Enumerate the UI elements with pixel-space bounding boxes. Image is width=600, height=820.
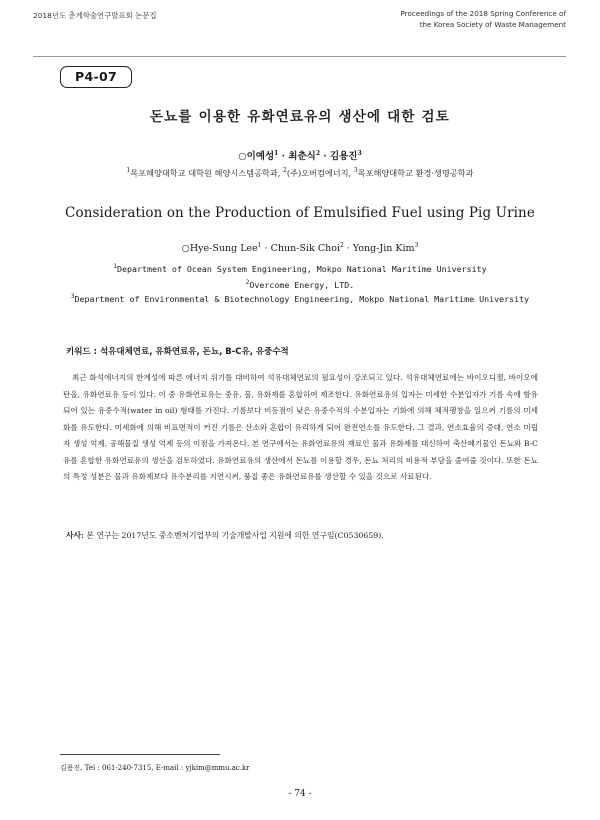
abstract-body: 최근 화석에너지의 한계성에 따른 에너지 위기를 대비하여 석유대체연료의 필요성이 강조되고 있다. 석유대체연료에는 바이오디젤, 바이오에탄올, 유화연료유 등이 있다. 이 중 유화연료유는 중유, 물, 유화제를 혼합하여 제조한다. 유화연료유의 입자는 미세한 수분입자가 기름 속에 함유되어 있는 유중수적(water in oil) 형태를 가진다. 기름보다 비등점이 낮은 유중수적의 수분입자는 기화에 의해 체적팽창을 일으켜 기름의 미세화를 유도한다. 미세화에 의해 비표면적이 커진 기름은 산소와 혼합이 유리하게 되어 완전연소를 유도한다. 그 결과, 연소효율의 증대, 연소 미립자 생성 억제, 공해물질 생성 억제 등의 이점을 가져온다. 본 연구에서는 유화연료유의 재료인 물과 유화제를 대신하여 축산폐기물인 돈뇨와 B-C유를 혼합한 유화연료유의 생산을 검토하였다. 유화연료유의 생산에서 돈뇨를 이용할 경우, 돈뇨 처리의 비용적 부담을 줄여줄 것이다. 또한 돈뇨의 특정 성분은 물과 유화제보다 유수분리를 지연시켜, 품질 좋은 유화연료유를 생산할 수 있을 것으로 사료된다. (63, 373, 538, 481)
header-rule (33, 56, 566, 57)
title-korean: 돈뇨를 이용한 유화연료유의 생산에 대한 검토 (149, 109, 451, 125)
header-right-line2: the Korea Society of Waste Management (419, 20, 566, 29)
author-sep-1-ko: · (278, 151, 289, 162)
affil-en-3-sup: 3 (70, 293, 75, 300)
keywords: 키워드 : 석유대체연료, 유화연료유, 돈뇨, B-C유, 유중수적 (66, 347, 289, 357)
author-sep-2-ko: · (320, 151, 330, 162)
affil-ko-3: 목포해양대학교 환경·생명공학과 (357, 168, 474, 178)
page-number: - 74 - (288, 789, 312, 799)
author-1-ko-sup: 1 (274, 150, 279, 157)
authors-korean (0, 148, 600, 162)
affil-ko-2: (주)오버컴에너지, (286, 168, 354, 178)
acknowledgement-text: 본 연구는 2017년도 중소벤처기업부의 기술개발사업 지원에 의한 연구임(C0530659). (83, 531, 384, 540)
author-1-en-sup: 1 (257, 242, 262, 249)
acknowledgement-label: 사사: (66, 531, 84, 540)
affil-ko-1: 목포해양대학교 대학원 해양시스템공학과, (130, 168, 284, 178)
affiliations-korean (0, 168, 600, 179)
affil-ko-3-sup: 3 (353, 167, 358, 174)
author-2-en-sup: 2 (339, 242, 344, 249)
author-3-en-sup: 3 (414, 242, 419, 249)
author-3-ko-sup: 3 (357, 150, 362, 157)
author-3-en: Yong-Jin Kim (352, 243, 415, 254)
author-1-en: Hye-Sung Lee (189, 243, 258, 254)
affil-en-1-sup: 1 (113, 263, 117, 270)
presenter-marker-en: ○ (181, 243, 190, 254)
author-1-ko: 이예성 (246, 151, 275, 162)
author-sep-2-en: · (343, 243, 353, 254)
footnote-rule (60, 754, 220, 755)
header-left: 2018년도 춘계학술연구발표회 논문집 (33, 11, 157, 20)
header-right (400, 8, 566, 30)
session-badge: P4-07 (60, 66, 132, 88)
presenter-marker: ○ (238, 151, 247, 162)
footnote-contact: 김용진, Tel : 061-240-7315, E-mail : yjkim@mmu.ac.kr (60, 764, 250, 772)
author-sep-1-en: · (261, 243, 271, 254)
affil-en-2-sup: 2 (245, 279, 250, 286)
author-2-ko: 최춘식 (288, 151, 316, 162)
author-3-ko: 김용진 (329, 151, 358, 162)
authors-english (0, 243, 600, 254)
affiliation-en-2 (0, 280, 600, 290)
affil-en-3-text: Department of Environmental & Biotechnology Engineering, Mokpo National Maritime University (74, 294, 530, 304)
affiliation-en-1 (0, 264, 600, 274)
affil-ko-1-sup: 1 (126, 167, 131, 174)
affil-en-2-text: Overcome Energy, LTD. (249, 280, 355, 290)
author-2-ko-sup: 2 (315, 150, 320, 157)
acknowledgement (66, 530, 384, 541)
affil-ko-2-sup: 2 (283, 167, 287, 174)
author-2-en: Chun-Sik Choi (270, 243, 340, 254)
header-right-line1: Proceedings of the 2018 Spring Conference of (400, 9, 566, 18)
title-english: Consideration on the Production of Emulsified Fuel using Pig Urine (65, 205, 535, 221)
affiliation-en-3 (0, 294, 600, 304)
affil-en-1-text: Department of Ocean System Engineering, Mokpo National Maritime University (116, 264, 487, 274)
